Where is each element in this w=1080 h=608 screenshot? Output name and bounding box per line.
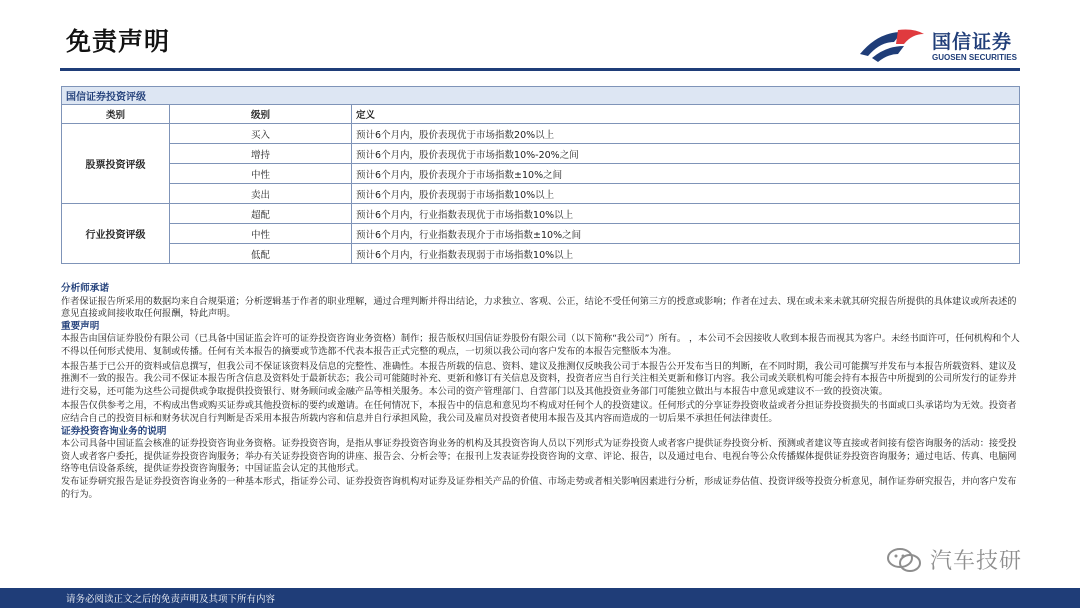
definition-cell: 预计6个月内，股价表现优于市场指数20%以上: [352, 124, 1020, 144]
table-header-row: [62, 105, 1020, 124]
level-cell: 增持: [170, 144, 352, 164]
level-cell: 超配: [170, 204, 352, 224]
definition-cell: 预计6个月内，股价表现优于市场指数10%-20%之间: [352, 144, 1020, 164]
watermark-text: 汽车技研: [930, 549, 1023, 574]
guosen-logo: [858, 24, 1028, 68]
table-row: [62, 204, 1020, 224]
section-title-important: 重要声明: [61, 320, 100, 332]
table-row: [62, 124, 1020, 144]
table-row: [62, 224, 1020, 244]
section-paragraph: 本报告基于已公开的资料或信息撰写，但我公司不保证该资料及信息的完整性、准确性。本报告所载的信息、资料、建议及推测仅反映我公司于本报告公开发布当日的判断，在不同时期，我公司可能撰写并发布与本报告所载资料、建议及推测不一致的报告。我公司不保证本报告所含信息及资料处于最新状态；我公司可能随时补充、更新和修订有关信息及资料，投资者应当自行关注相关更新和修订内容。我公司或关联机构可能会持有本报告中所提到的公司所发行的证券并进行交易，还可能为这些公司提供或争取提供投资银行、财务顾问或金融产品等相关服务。本公司的资产管理部门、自营部门以及其他投资业务部门可能独立做出与本报告中意见或建议不一致的投资决策。: [61, 360, 1017, 397]
footer-bar: [0, 588, 1080, 608]
level-cell: 低配: [170, 244, 352, 264]
disclaimer-sections: [61, 283, 1021, 501]
section-title-consulting: 证券投资咨询业务的说明: [61, 425, 167, 437]
table-row: [62, 144, 1020, 164]
rating-table: [61, 86, 1020, 264]
header-divider: [60, 68, 1020, 71]
category-cell-industry: 行业投资评级: [62, 204, 170, 264]
table-row: [62, 184, 1020, 204]
footer-notice: 请务必阅读正文之后的免责声明及其项下所有内容: [66, 594, 276, 605]
definition-cell: 预计6个月内，行业指数表现弱于市场指数10%以上: [352, 244, 1020, 264]
table-caption-row: [62, 87, 1020, 105]
table-caption: 国信证券投资评级: [62, 87, 1020, 105]
level-cell: 卖出: [170, 184, 352, 204]
definition-cell: 预计6个月内，股价表现介于市场指数±10%之间: [352, 164, 1020, 184]
level-cell: 买入: [170, 124, 352, 144]
column-header-level: 级别: [170, 105, 352, 124]
definition-cell: 预计6个月内，行业指数表现优于市场指数10%以上: [352, 204, 1020, 224]
guosen-logo-icon: [858, 24, 928, 64]
wechat-watermark: [880, 540, 1060, 580]
section-paragraph: 本报告由国信证券股份有限公司（已具备中国证监会许可的证券投资咨询业务资格）制作；报告版权归国信证券股份有限公司（以下简称“我公司”）所有。 ，本公司不会因接收人收到本报告而视其为客户。未经书面许可，任何机构和个人不得以任何形式使用、复制或传播。任何有关本报告的摘要或节选都不代表本报告正式完整的观点，一切须以我公司向客户发布的本报告完整版本为准。: [61, 333, 1020, 357]
section-paragraph: 作者保证报告所采用的数据均来自合规渠道；分析逻辑基于作者的职业理解，通过合理判断并得出结论，力求独立、客观、公正，结论不受任何第三方的授意或影响；作者在过去、现在或未来未就其研究报告所提供的具体建议或所表述的意见直接或间接收取任何报酬，特此声明。: [61, 295, 1017, 320]
definition-cell: 预计6个月内，行业指数表现介于市场指数±10%之间: [352, 224, 1020, 244]
table-row: [62, 244, 1020, 264]
section-title-analyst: 分析师承诺: [61, 283, 109, 294]
logo-english-name: GUOSEN SECURITIES: [932, 53, 1017, 62]
wechat-icon: [886, 546, 922, 574]
level-cell: 中性: [170, 224, 352, 244]
definition-cell: 预计6个月内，股价表现弱于市场指数10%以上: [352, 184, 1020, 204]
section-paragraph: 发布证券研究报告是证券投资咨询业务的一种基本形式，指证券公司、证券投资咨询机构对证券及证券相关产品的价值、市场走势或者相关影响因素进行分析，形成证券估值、投资评级等投资分析意见，制作证券研究报告，并向客户发布的行为。: [61, 475, 1017, 500]
page-title: 免责声明: [66, 27, 171, 56]
section-paragraph: 本公司具备中国证监会核准的证券投资咨询业务资格。证券投资咨询，是指从事证券投资咨询业务的机构及其投资咨询人员以下列形式为证券投资人或者客户提供证券投资分析、预测或者建议等直接或者间接有偿咨询服务的活动：接受投资人或者客户委托，提供证券投资咨询服务；举办有关证券投资咨询的讲座、报告会、分析会等；在报刊上发表证券投资咨询的文章、评论、报告，以及通过电台、电视台等公众传播媒体提供证券投资咨询服务；通过电话、传真、电脑网络等电信设备系统，提供证券投资咨询服务；中国证监会认定的其他形式。: [61, 438, 1017, 475]
logo-chinese-name: 国信证券: [932, 31, 1013, 53]
column-header-definition: 定义: [352, 105, 1020, 124]
category-cell-stock: 股票投资评级: [62, 124, 170, 204]
table-row: [62, 164, 1020, 184]
section-paragraph: 本报告仅供参考之用，不构成出售或购买证券或其他投资标的要约或邀请。在任何情况下，本报告中的信息和意见均不构成对任何个人的投资建议。任何形式的分享证券投资收益或者分担证券投资损失的书面或口头承诺均为无效。投资者应结合自己的投资目标和财务状况自行判断是否采用本报告所载内容和信息并自行承担风险，我公司及雇员对投资者使用本报告及其内容而造成的一切后果不承担任何法律责任。: [61, 400, 1017, 424]
level-cell: 中性: [170, 164, 352, 184]
column-header-category: 类别: [62, 105, 170, 124]
